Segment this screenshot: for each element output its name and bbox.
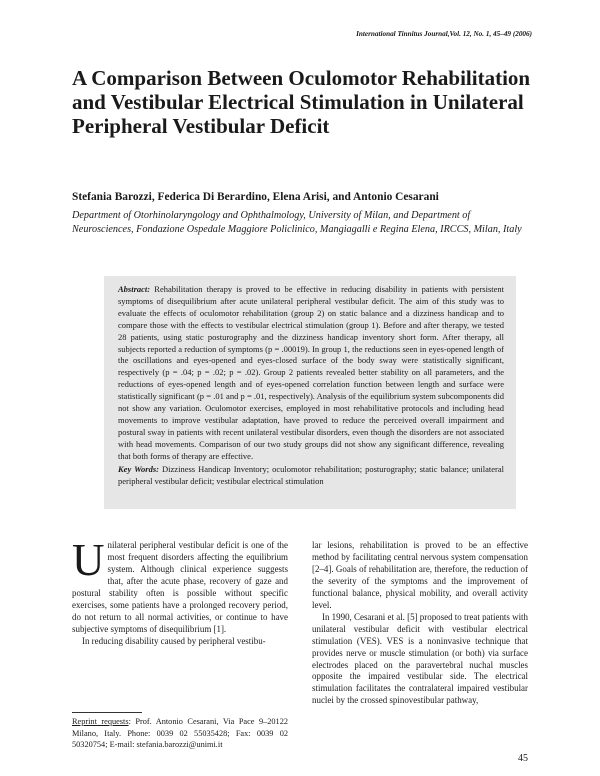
author-affiliation: Department of Otorhinolaryngology and Ophthalmology, University of Milan, and Department of Neurosciences, Fondazione Ospedale Maggiore Policlinico, Mangiagalli e Regina Elena, IRCCS, Milan, Italy [72, 210, 522, 235]
journal-citation-header: International Tinnitus Journal,Vol. 12, No. 1, 45–49 (2006) [356, 30, 532, 38]
abstract-paragraph [118, 284, 504, 463]
body-paragraph: lar lesions, rehabilitation is proved to be an effective method by facilitating central nervous system compensation [2–4]. Goals of rehabilitation are, therefore, the reduction of the severity of the symptoms and the improvement of functional balance, physical mobility, and overall activity level. [312, 540, 528, 610]
body-paragraph-text: nilateral peripheral vestibular deficit is one of the most frequent disorders affecting the equilibrium system. Although clinical experience suggests that, after the acute phase, recovery of gaze and postural stability often is possible without specific exercises, some patients have a prolonged recovery period, do not return to all normal activities, or continue to have subjective symptoms of disequilibrium [1]. [72, 540, 288, 634]
body-column-right [312, 540, 528, 707]
body-column-left [72, 535, 288, 648]
body-paragraph [72, 535, 288, 636]
abstract-text: Rehabilitation therapy is proved to be effective in reducing disability in patients with persistent symptoms of disequilibrium after acute unilateral peripheral vestibular deficit. The aim of this study was to evaluate the effects of oculomotor rehabilitation (group 2) on static balance and a dizziness handicap and to compare those with the effects to vestibular electrical stimulation (group 1). Before and after therapy, we tested 28 patients, using static posturography and the dizziness handicap inventory short form. After therapy, all subjects reported a reduction of symptoms (p = .00019). In group 1, the reductions seen in eyes-opened length of the oscillations and eyes-opened and eyes-closed surface of the body sway were statistically significant, respectively (p = .04; p = .02; p = .02). Group 2 patients revealed better stability on all parameters, and the reductions of eyes-opened length and of eyes-opened correlation function between length and surface were statistically significant (p = .01 and p = .01, respectively). Analysis of the equilibrium system subcomponents did not show any variation. Oculomotor exercises, employed in most rehabilitative protocols and including head movements to improve vestibular adaptation, have proved to reduce the perceived overall impairment and postural sway in patients with recent unilateral vestibular disorders, even though the disorders are not associated with head movements. Comparison of our two study groups did not show any significant difference, revealing that both forms of therapy are effective. [118, 284, 505, 461]
footnote-label: Reprint requests [72, 717, 129, 726]
abstract-box [104, 276, 516, 509]
keywords-text: Dizziness Handicap Inventory; oculomotor rehabilitation; posturography; static balance; unilateral peripheral vestibular deficit; vestibular electrical stimulation [118, 463, 505, 486]
body-paragraph: In reducing disability caused by peripheral vestibu- [82, 635, 266, 646]
footnote-divider [72, 712, 142, 713]
abstract-label: Abstract: [118, 284, 151, 294]
reprint-footnote [72, 716, 288, 751]
footnote-text: : Prof. Antonio Cesarani, Via Pace 9–20122 Milano, Italy. Phone: 0039 02 55035428; Fax: 0039 02 50320754; E-mail: stefania.barozzi@unimi.it [72, 717, 288, 750]
author-list: Stefania Barozzi, Federica Di Berardino, Elena Arisi, and Antonio Cesarani [72, 191, 439, 203]
keywords-label: Key Words: [118, 463, 159, 474]
page-number: 45 [518, 753, 528, 764]
keywords-paragraph [118, 464, 504, 488]
body-paragraph: In 1990, Cesarani et al. [5] proposed to treat patients with unilateral vestibular deficit with vestibular electrical stimulation (VES). VES is a noninvasive technique that provides nerve or muscle stimulation (or both) via surface electrodes placed on the paravertebral nuchal muscles opposite the impaired vestibular side. The electrical stimulation facilitates the contralateral impaired vestibular nuclei by the crossed spinovestibular pathway, [312, 611, 529, 706]
drop-cap: U [72, 535, 105, 585]
article-title: A Comparison Between Oculomotor Rehabilitation and Vestibular Electrical Stimulation in Unilateral Peripheral Vestibular Deficit [72, 66, 531, 138]
